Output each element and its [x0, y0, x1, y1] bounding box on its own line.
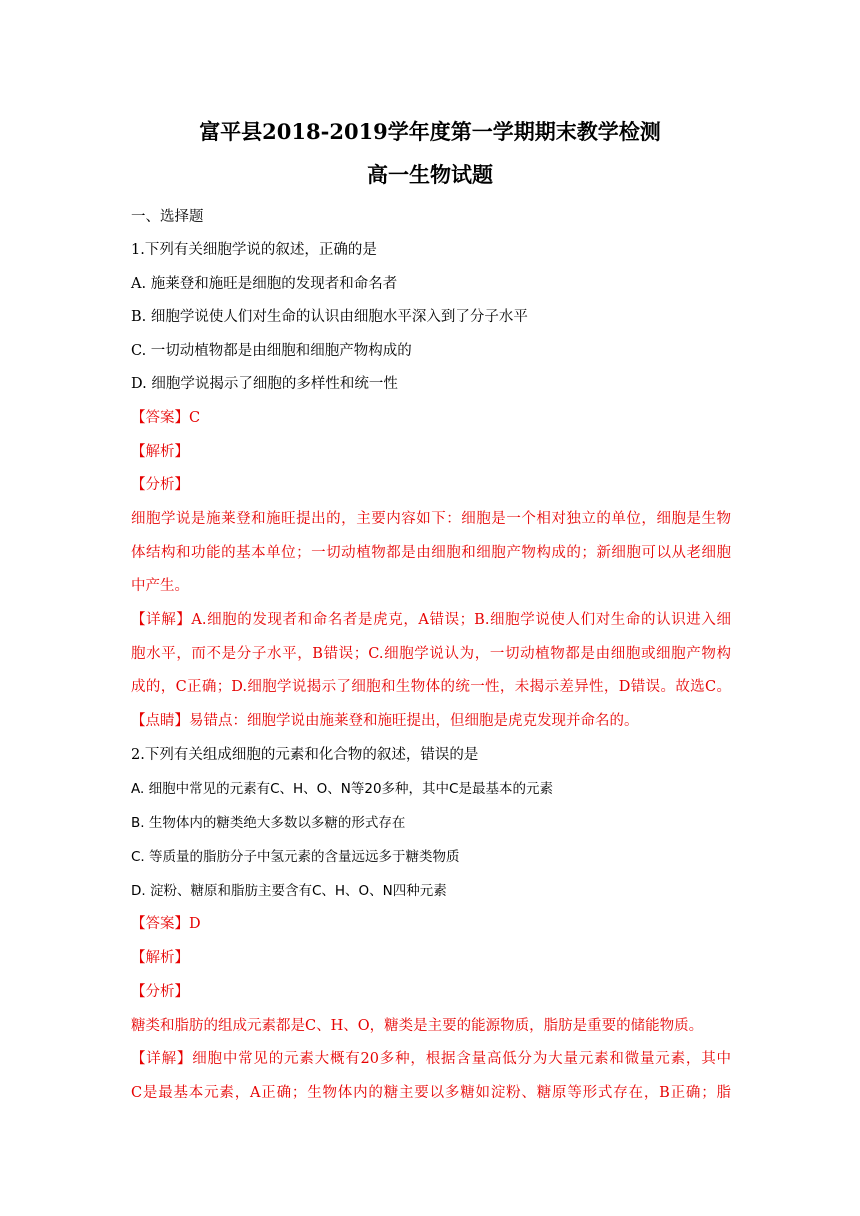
q2-jiexi-label: 【解析】 [131, 950, 189, 966]
q2-analysis-line-1: 糖类和脂肪的组成元素都是C、H、O，糖类是主要的能源物质，脂肪是重要的储能物质。 [131, 1018, 704, 1034]
document-title: 富平县2018-2019学年度第一学期期末教学检测 [199, 119, 661, 144]
q2-answer: 【答案】D [131, 916, 201, 932]
q1-answer: 【答案】C [131, 410, 201, 426]
q1-analysis-line-3: 中产生。 [131, 578, 189, 594]
document-subtitle: 高一生物试题 [367, 162, 493, 187]
q1-analysis-line-1: 细胞学说是施莱登和施旺提出的，主要内容如下：细胞是一个相对独立的单位，细胞是生物 [131, 511, 731, 527]
q2-option-c: C. 等质量的脂肪分子中氢元素的含量远远多于糖类物质 [131, 849, 460, 865]
q1-detail-line-2: 胞水平，而不是分子水平，B错误；C.细胞学说认为，一切动植物都是由细胞或细胞产物构 [131, 646, 731, 662]
q1-detail-line-1: 【详解】A.细胞的发现者和命名者是虎克，A错误；B.细胞学说使人们对生命的认识进入细 [131, 612, 731, 628]
q1-jiexi-label: 【解析】 [131, 444, 189, 460]
section-heading: 一、选择题 [131, 209, 204, 225]
q2-detail-line-2: C是最基本元素，A正确；生物体内的糖主要以多糖如淀粉、糖原等形式存在，B正确；脂 [131, 1085, 731, 1101]
q1-option-b: B. 细胞学说使人们对生命的认识由细胞水平深入到了分子水平 [131, 309, 528, 325]
q2-option-a: A. 细胞中常见的元素有C、H、O、N等20多种，其中C是最基本的元素 [131, 781, 553, 797]
q1-option-d: D. 细胞学说揭示了细胞的多样性和统一性 [131, 376, 398, 392]
q2-option-d: D. 淀粉、糖原和脂肪主要含有C、H、O、N四种元素 [131, 883, 447, 899]
q1-analysis-line-2: 体结构和功能的基本单位；一切动植物都是由细胞和细胞产物构成的；新细胞可以从老细胞 [131, 545, 731, 561]
q1-fenxi-label: 【分析】 [131, 477, 189, 493]
q2-fenxi-label: 【分析】 [131, 984, 189, 1000]
q1-dianjing: 【点睛】易错点：细胞学说由施莱登和施旺提出，但细胞是虎克发现并命名的。 [131, 713, 639, 729]
q1-option-a: A. 施莱登和施旺是细胞的发现者和命名者 [131, 276, 398, 292]
question-2-stem: 2.下列有关组成细胞的元素和化合物的叙述，错误的是 [131, 747, 479, 763]
q2-detail-line-1: 【详解】细胞中常见的元素大概有20多种，根据含量高低分为大量元素和微量元素，其中 [131, 1051, 731, 1067]
q2-option-b: B. 生物体内的糖类绝大多数以多糖的形式存在 [131, 815, 406, 831]
question-1-stem: 1.下列有关细胞学说的叙述，正确的是 [131, 242, 377, 258]
q1-option-c: C. 一切动植物都是由细胞和细胞产物构成的 [131, 343, 412, 359]
q1-detail-line-3: 成的，C正确；D.细胞学说揭示了细胞和生物体的统一性，未揭示差异性，D错误。故选C。 [131, 679, 731, 695]
